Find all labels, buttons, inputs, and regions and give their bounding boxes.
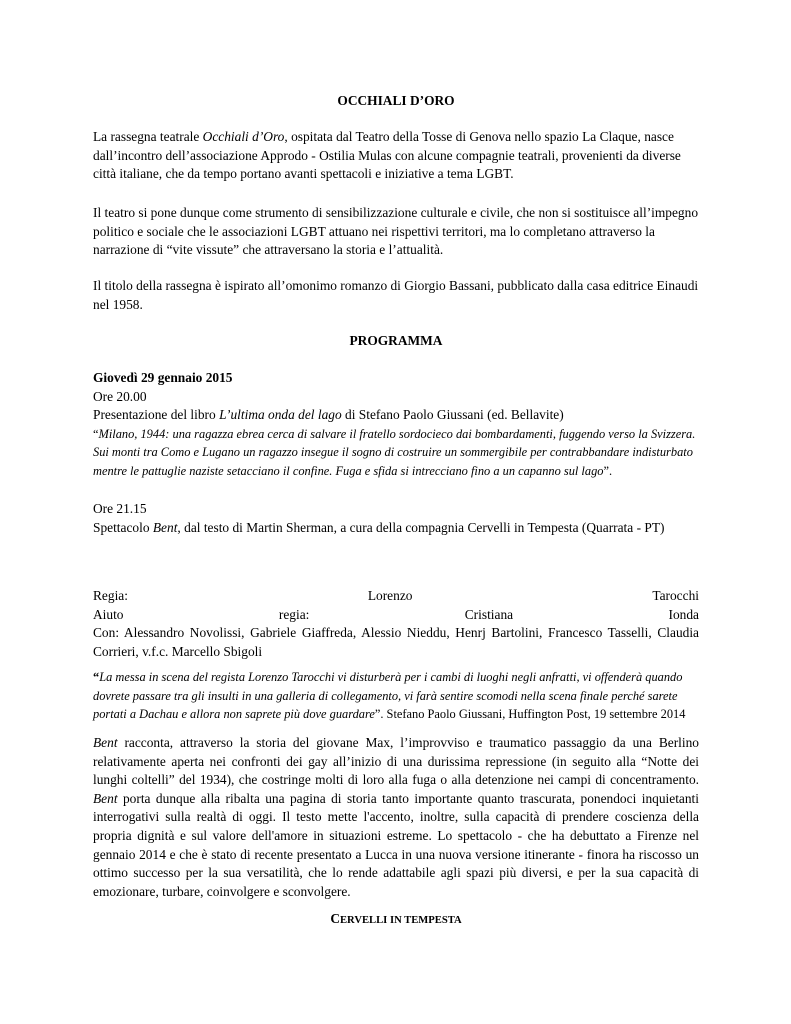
- show-title: Bent: [152, 519, 178, 535]
- show-details: , dal testo di Martin Sherman, a cura della compagnia Cervelli in Tempesta (Quarrata - PT): [177, 519, 665, 535]
- review-quote-open: “: [93, 670, 100, 684]
- event-block: [93, 369, 699, 481]
- synopsis-text: Milano, 1944: una ragazza ebrea cerca di salvare il fratello sordocieco dai bombardamenti, fuggendo verso la Svizzera. Sui monti tra Como e Lugano un ragazzo insegue il sogno di costruire un sommergibile per contrabbandare indisturbato mentre le pattuglie naziste setacciano il confine. Fuga e sfida si intrecciano fino a un capanno sul lago: [93, 426, 696, 478]
- aiuto-regia-row: [93, 606, 699, 625]
- review-text: La messa in scena del regista Lorenzo Tarocchi vi disturberà per i cambi di luoghi negli anfratti, vi offenderà quando dovrete passare tra gli insulti in una galleria di collegamento, vi farà sentire scomodi nella scena finale perché sarete portati a Dachau e allora non saprete più dove guardare: [93, 670, 683, 722]
- bent-title-2: Bent: [93, 790, 118, 806]
- regia-label: Regia:: [93, 588, 128, 603]
- page-title: OCCHIALI D’ORO: [337, 93, 455, 108]
- review-source: ”. Stefano Paolo Giussani, Huffington Post, 19 settembre 2014: [374, 707, 686, 722]
- book-text: Presentazione del libro: [93, 407, 220, 423]
- regia-last-name: Tarocchi: [652, 588, 699, 603]
- aiuto-label: Aiuto: [93, 606, 124, 622]
- cast-list: Con: Alessandro Novolissi, Gabriele Giaffreda, Alessio Nieddu, Henrj Bartolini, Francesco Tasselli, Claudia Corrieri, v.f.c. Marcello Sbigoli: [93, 625, 699, 659]
- event-date: Giovedì 29 gennaio 2015: [93, 370, 233, 385]
- regia-row: [93, 587, 699, 606]
- aiuto-last-name: Ionda: [668, 606, 699, 622]
- intro-paragraph-2: Il teatro si pone dunque come strumento di sensibilizzazione culturale e civile, che non si sostituisce all’impegno politico e sociale che le associazioni LGBT attuano nei rispettivi territori, ma lo completano attraverso la narrazione di “vite vissute” che attraversano la storia e l’attualità.: [93, 205, 699, 258]
- company-heading-rest: ERVELLI IN TEMPESTA: [339, 915, 462, 926]
- synopsis-part-2: porta dunque alla ribalta una pagina di storia tanto importante quanto trascurata, ponendoci inquietanti interrogativi sulla realtà di oggi. Il testo mette l'accento, inoltre, sulla capacità di prendere coscienza della propria dignità e sul valore dell'amore in situazioni estreme. Lo spettacolo - che ha debuttato a Firenze nel gennaio 2014 e che è stato di recente presentato a Lucca in una nuova versione itinerante - finora ha riscosso un ottimo successo per la sua versatilità, che lo rende adattabile agli spazi più diversi, e per la sua capacità di emozionare, turbare, coinvolgere e sconvolgere.: [93, 790, 699, 899]
- quote-open: “: [93, 426, 99, 441]
- credits-block: [93, 587, 699, 661]
- book-author: di Stefano Paolo Giussani (ed. Bellavite): [341, 407, 564, 423]
- bent-title-1: Bent: [93, 735, 118, 750]
- festival-title: Occhiali d’Oro: [202, 129, 285, 144]
- intro-paragraph-1: [93, 128, 699, 184]
- intro-paragraph-3: Il titolo della rassegna è ispirato all’omonimo romanzo di Giorgio Bassani, pubblicato dalla casa editrice Einaudi nel 1958.: [93, 278, 699, 312]
- aiuto-label-regia: regia:: [278, 606, 310, 622]
- company-heading: [93, 910, 699, 931]
- synopsis-part-1: racconta, attraverso la storia del giovane Max, l’improvviso e traumatico passaggio da una Berlino relativamente aperta nei confronti dei gay all’inizio di una durissima repressione (in seguito alla “Notte dei lunghi coltelli” del 1934), che costringe molti di loro alla fuga o alla detenzione nei campi di concentramento.: [93, 735, 699, 788]
- book-presentation: [93, 406, 699, 425]
- intro-text: La rassegna teatrale: [93, 129, 203, 144]
- show-block: [93, 500, 699, 537]
- show-text: Spettacolo: [93, 519, 153, 535]
- programma-heading: PROGRAMMA: [349, 333, 443, 348]
- regia-first-name: Lorenzo: [367, 588, 413, 603]
- show-description: [93, 519, 699, 538]
- event-time-2: Ore 21.15: [93, 501, 147, 516]
- review-quote: [93, 668, 699, 724]
- event-time-1: Ore 20.00: [93, 388, 147, 404]
- aiuto-first-name: Cristiana: [464, 606, 514, 622]
- quote-close: ”.: [603, 463, 613, 478]
- show-synopsis-paragraph: [93, 734, 699, 901]
- intro-text-cont: , ospitata dal Teatro della Tosse di Genova nello spazio La Claque, nasce dall’incontro dell’associazione Approdo - Ostilia Mulas con alcune compagnie teatrali, provenienti da diverse città italiane, che da tempo portano avanti spettacoli e iniziative a tema LGBT.: [93, 129, 681, 182]
- book-title: L’ultima onda del lago: [219, 407, 342, 423]
- company-heading-initial: C: [330, 911, 340, 926]
- book-synopsis: [93, 425, 699, 481]
